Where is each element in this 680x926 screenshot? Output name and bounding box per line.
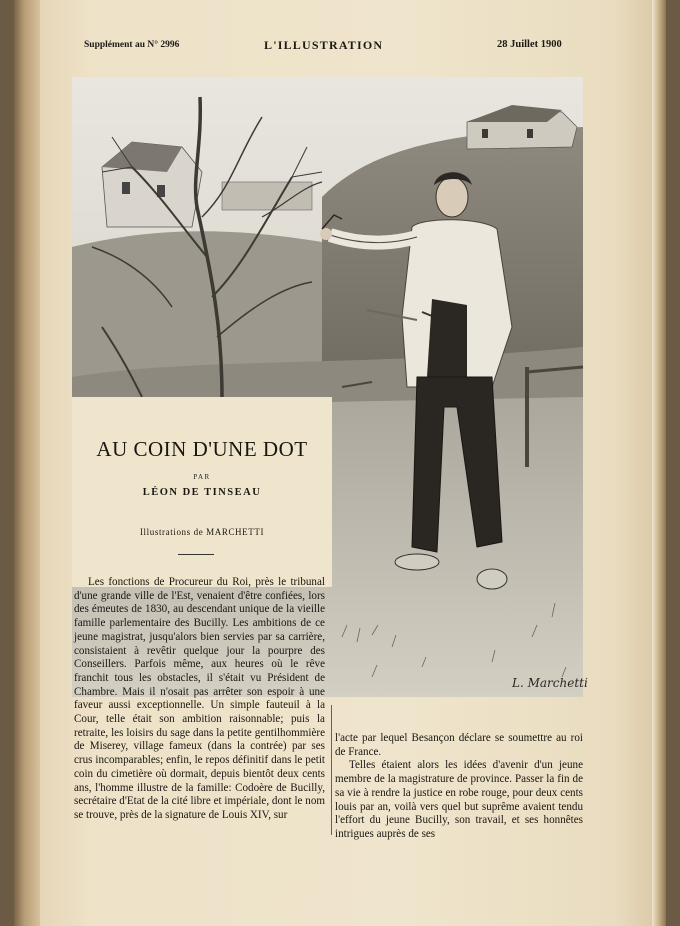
journal-title: L'ILLUSTRATION [264, 38, 384, 52]
column-divider [331, 705, 332, 835]
author-name: LÉON DE TINSEAU [142, 487, 262, 498]
text-column-right [335, 732, 583, 840]
illustrator-credit: Illustrations de MARCHETTI [139, 527, 265, 537]
book-binding [14, 0, 40, 926]
supplement-number: Supplément au N° 2996 [84, 40, 180, 50]
title-block [72, 397, 332, 587]
artist-signature: L. Marchetti [512, 676, 588, 690]
text-column-left [74, 576, 325, 832]
body-paragraph: Telles étaient alors les idées d'avenir d'un jeune membre de la magistrature de province. Passer la fin de sa vie à rendre la justice en robe rouge, pour deux cents louis par an, voilà vers quel but suprême avaient tendu l'effort du jeune Bucilly, son travail, et ses honnêtes intrigues auprès de ses [335, 759, 583, 840]
issue-date: 28 Juillet 1900 [497, 39, 562, 50]
body-paragraph: Les fonctions de Procureur du Roi, près le tribunal d'une grande ville de l'Est, venaient d'être confiées, lors des émeutes de 1830, au descendant unique de la vieille famille parlementaire des Bucilly. Les ambitions de ce jeune magistrat, jusqu'alors bien servies par sa carrière, consistaient à revêtir quelque jour la pourpre des Conseillers. Parfois même, aux heures où le rêve franchit tous les obstacles, il s'était vu Président de Chambre. Mais il n'osait pas arrêter son espoir à une faveur aussi exceptionnelle. Un simple fauteuil à la Cour, telle était son ambition raisonnable; puis la retraite, les loisirs du sage dans la petite gentilhommière de Miserey, village fameux (dans la contrée) par ses crus incomparables; enfin, le repos définitif dans le petit coin du cimetière où dormait, depuis bientôt deux cents ans, l'homme illustre de la famille: Codoère de Bucilly, secrétaire d'Etat de la cité libre et impériale, dont le nom se trouve, près de la signature de Louis XIV, sur [74, 576, 325, 821]
byline-par: PAR [193, 473, 211, 481]
title-divider [178, 554, 214, 555]
page-edge [652, 0, 666, 926]
article-title: AU COIN D'UNE DOT [96, 437, 308, 461]
running-header [0, 40, 680, 56]
body-paragraph-continuation: l'acte par lequel Besançon déclare se soumettre au roi de France. [335, 732, 583, 758]
